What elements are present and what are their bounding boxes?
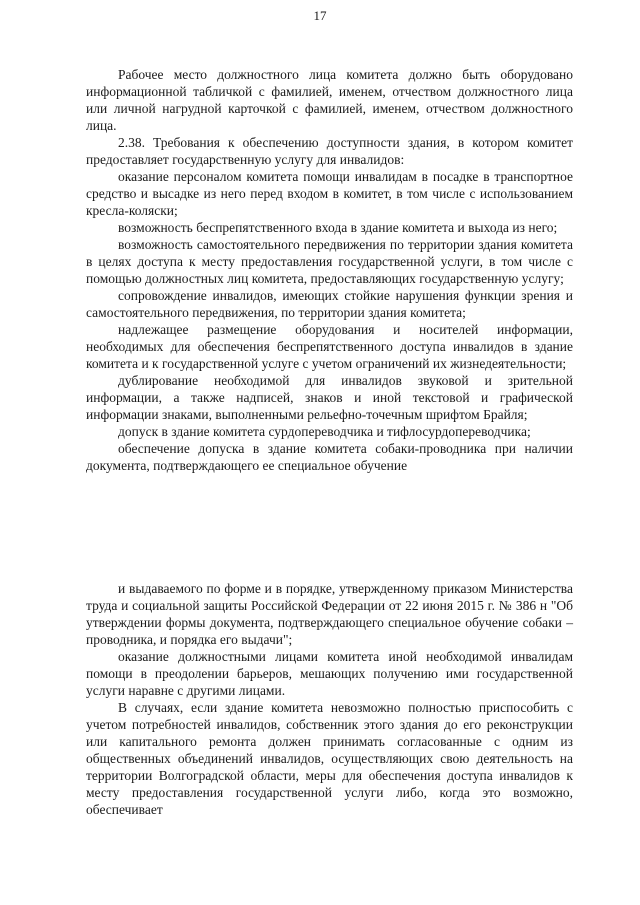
page-number: 17 (313, 8, 327, 23)
paragraph-section-2-38: 2.38. Требования к обеспечению доступности здания, в котором комитет предоставляет государственную услугу для инвалидов: (86, 135, 573, 167)
list-item-escort: сопровождение инвалидов, имеющих стойкие нарушения функции зрения и самостоятельного передвижения, по территории здания комитета; (86, 288, 573, 320)
paragraph-building-adaptation: В случаях, если здание комитета невозможно полностью приспособить с учетом потребностей инвалидов, собственник этого здания до его реконструкции или капитального ремонта должен принимать согласованные с одним из общественных объединений инвалидов, осуществляющих свою деятельность на территории Волгоградской области, меры для обеспечения доступа инвалидов к месту предоставления государственной услуги либо, когда это возможно, обеспечивает (86, 700, 573, 817)
list-item-boarding-assistance: оказание персоналом комитета помощи инвалидам в посадке в транспортное средство и высадке из него перед входом в комитет, в том числе с использованием кресла-коляски; (86, 169, 573, 218)
list-item-independent-movement: возможность самостоятельного передвижения по территории здания комитета в целях доступа к месту предоставления государственной услуги, в том числе с помощью должностных лиц комитета, предоставляющих государственную услугу; (86, 237, 573, 286)
text-block-top (86, 66, 573, 474)
list-item-equipment-placement: надлежащее размещение оборудования и носителей информации, необходимых для обеспечения беспрепятственного доступа инвалидов в здание комитета и к государственной услуге с учетом ограничений их жизнедеятельности; (86, 322, 573, 371)
list-item-guide-dog-admission: обеспечение допуска в здание комитета собаки-проводника при наличии документа, подтверждающего ее специальное обучение (86, 441, 573, 473)
paragraph-workplace-sign: Рабочее место должностного лица комитета должно быть оборудовано информационной табличкой с фамилией, именем, отчеством должностного лица или личной нагрудной карточкой с фамилией, именем, отчеством должностного лица. (86, 67, 573, 133)
list-item-interpreter-admission: допуск в здание комитета сурдопереводчика и тифлосурдопереводчика; (118, 424, 531, 439)
list-item-free-entry: возможность беспрепятственного входа в здание комитета и выхода из него; (118, 220, 558, 235)
text-block-bottom (86, 580, 573, 818)
paragraph-guide-dog-order: и выдаваемого по форме и в порядке, утвержденному приказом Министерства труда и социальной защиты Российской Федерации от 22 июня 2015 г. № 386 н "Об утверждении формы документа, подтверждающего специальное обучение собаки – проводника, и порядка его выдачи"; (86, 581, 573, 647)
list-item-other-assistance: оказание должностными лицами комитета иной необходимой инвалидам помощи в преодолении барьеров, мешающих получению ими государственной услуги наравне с другими лицами. (86, 649, 573, 698)
list-item-braille-duplication: дублирование необходимой для инвалидов звуковой и зрительной информации, а также надписей, знаков и иной текстовой и графической информации знаками, выполненными рельефно-точечным шрифтом Брайля; (86, 373, 573, 422)
